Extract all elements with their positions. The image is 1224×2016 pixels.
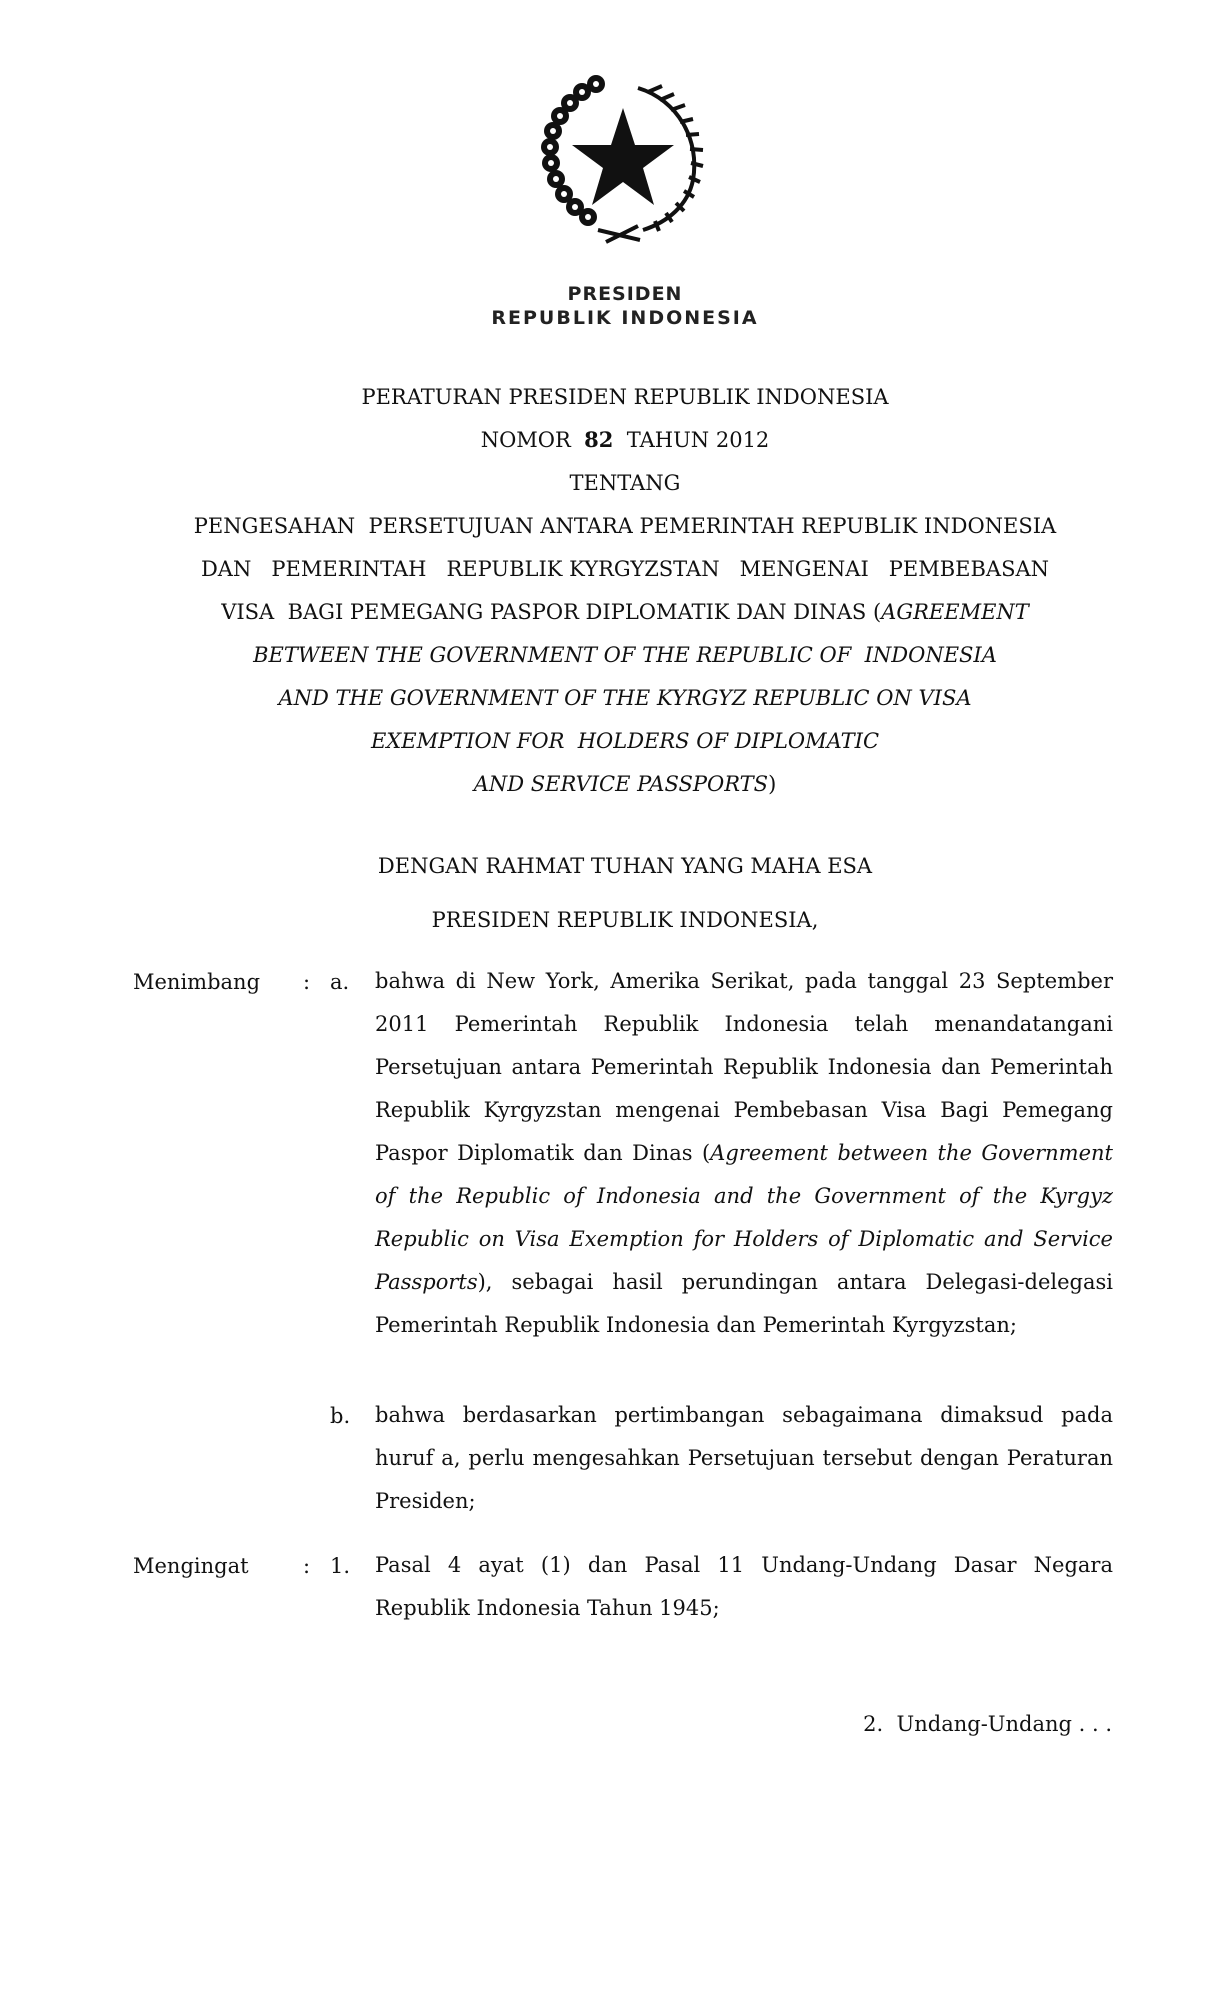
- item-a-text: bahwa di New York, Amerika Serikat, pada tanggal 23 September 2011 Pemerintah Republik Indonesia telah menandatangani Persetujuan antara Pemerintah Republik Indonesia dan Pemerintah Republik Kyrgyzstan mengenai Pembebasan Visa Bagi Pemegang Paspor Diplomatik dan Dinas (: [375, 969, 1113, 1165]
- mengingat-item-1: Pasal 4 ayat (1) dan Pasal 11 Undang-Undang Dasar Negara Republik Indonesia Tahun 1945;: [375, 1553, 1113, 1620]
- menimbang-item-b: bahwa berdasarkan pertimbangan sebagaimana dimaksud pada huruf a, perlu mengesahkan Persetujuan tersebut dengan Peraturan Presiden;: [375, 1403, 1113, 1513]
- subject-line-2: DAN PEMERINTAH REPUBLIK KYRGYZSTAN MENGENAI PEMBEBASAN: [200, 557, 1050, 581]
- menimbang-label: Menimbang: [133, 970, 261, 994]
- item-a-text-after: ), sebagai hasil perundingan antara Delegasi-delegasi Pemerintah Republik Indonesia dan Pemerintah Kyrgyzstan;: [375, 1270, 1113, 1337]
- subject-line-1: PENGESAHAN PERSETUJUAN ANTARA PEMERINTAH REPUBLIK INDONESIA: [193, 514, 1057, 538]
- nomor-value: 82: [584, 427, 614, 452]
- menimbang-marker-a: a.: [330, 970, 350, 994]
- subject-close-paren: ): [768, 772, 777, 796]
- subject-italic-start: AGREEMENT: [881, 600, 1029, 624]
- item-a-italic-text: Agreement between the Government of the Republic of Indonesia and the Government of the Kyrgyz Republic on Visa Exemption for Holders of Diplomatic and Service Passports: [375, 1141, 1113, 1294]
- tahun-label: TAHUN 2012: [626, 428, 770, 452]
- presidential-emblem-icon: [528, 70, 718, 250]
- tentang-heading: TENTANG: [569, 471, 681, 495]
- letterhead-line-1: PRESIDEN: [567, 283, 683, 305]
- menimbang-marker-b: b.: [330, 1404, 351, 1428]
- subject-italic-line-2: AND THE GOVERNMENT OF THE KYRGYZ REPUBLIC ON VISA: [278, 686, 972, 710]
- letterhead-line-2: REPUBLIK INDONESIA: [491, 307, 759, 329]
- regulation-title: PERATURAN PRESIDEN REPUBLIK INDONESIA: [361, 385, 889, 409]
- subject-italic-line-1: BETWEEN THE GOVERNMENT OF THE REPUBLIC OF INDONESIA: [253, 643, 997, 667]
- subject-line-3: [0, 598, 1224, 626]
- mengingat-label: Mengingat: [133, 1554, 249, 1578]
- subject-italic-line-4-text: AND SERVICE PASSPORTS: [473, 772, 769, 796]
- menimbang-colon: :: [303, 970, 311, 994]
- preamble-line-1: DENGAN RAHMAT TUHAN YANG MAHA ESA: [377, 854, 873, 878]
- subject-italic-line-3: EXEMPTION FOR HOLDERS OF DIPLOMATIC: [370, 729, 880, 753]
- subject-italic-line-4: [0, 770, 1224, 798]
- menimbang-item-a: [375, 960, 1113, 1347]
- preamble-line-2: PRESIDEN REPUBLIK INDONESIA,: [431, 908, 819, 932]
- regulation-number: [0, 426, 1224, 454]
- page-continuation: 2. Undang-Undang . . .: [863, 1712, 1112, 1736]
- nomor-label: NOMOR: [480, 428, 571, 452]
- mengingat-colon: :: [303, 1554, 311, 1578]
- mengingat-marker-1: 1.: [330, 1554, 351, 1578]
- subject-line-3-text: VISA BAGI PEMEGANG PASPOR DIPLOMATIK DAN DINAS (: [221, 600, 882, 624]
